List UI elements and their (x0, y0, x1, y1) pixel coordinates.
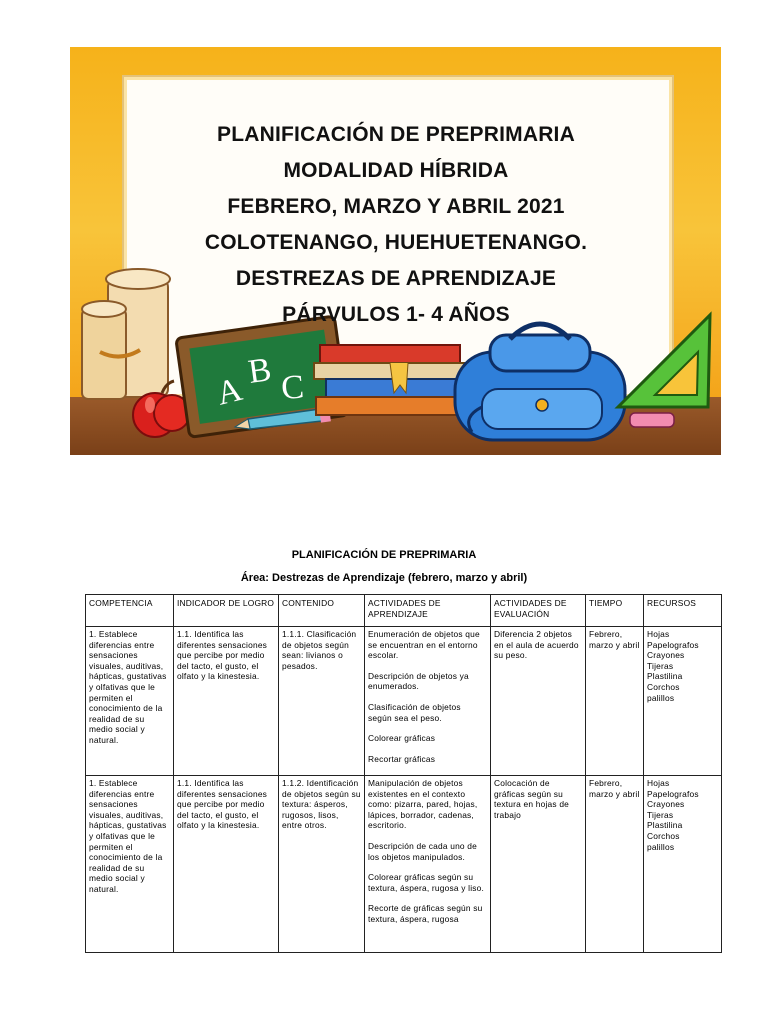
document-title: PLANIFICACIÓN DE PREPRIMARIA (291, 549, 477, 561)
activity-item: Recorte de gráficas según su textura, áspera, rugosa (368, 903, 483, 924)
resource-item: palillos (647, 841, 675, 852)
cell-competencia: 1. Establece diferencias entre sensaciones visuales, auditivas, hápticas, gustativas y olfativas que le permiten el conocimiento de la realidad de su medio social y natural. (86, 776, 174, 953)
resource-item: Tijeras (647, 660, 674, 671)
table-header-row (86, 595, 722, 627)
header-indicador: INDICADOR DE LOGRO (174, 595, 279, 627)
chalk-letter-b: B (245, 351, 274, 391)
cell-evaluacion: Colocación de gráficas según su textura en hojas de trabajo (491, 776, 586, 953)
cell-evaluacion: Diferencia 2 objetos en el aula de acuerdo su peso. (491, 627, 586, 776)
resource-item: Corchos (647, 681, 680, 692)
cell-recursos (644, 776, 722, 953)
activity-item: Descripción de cada uno de los objetos manipulados. (368, 840, 478, 862)
cover-title-line: DESTREZAS DE APRENDIZAJE (235, 267, 557, 290)
activity-item: Colorear gráficas según su textura, áspera, rugosa y liso. (368, 872, 485, 893)
activity-item: Enumeración de objetos que se encuentran en el entorno escolar. (368, 629, 480, 661)
table-row (86, 627, 722, 776)
resource-item: Crayones (647, 650, 685, 661)
cover-title (122, 117, 670, 333)
chalk-letter-c: C (279, 368, 306, 407)
cover-title-line: PLANIFICACIÓN DE PREPRIMARIA (217, 123, 575, 146)
cell-recursos (644, 627, 722, 776)
activity-item: Descripción de objetos ya enumerados. (368, 670, 469, 692)
chalk-letter-a: A (212, 370, 246, 413)
resource-item: palillos (647, 692, 675, 703)
activity-item: Clasificación de objetos según sea el peso. (368, 701, 461, 723)
cover-title-line: COLOTENANGO, HUEHUETENANGO. (204, 231, 588, 254)
header-tiempo: TIEMPO (586, 595, 644, 627)
cell-indicador: 1.1. Identifica las diferentes sensaciones que percibe por medio del tacto, el gusto, el olfato y la kinestesia. (174, 627, 279, 776)
resource-item: Papelografos (647, 788, 699, 799)
resource-item: Plastilina (647, 820, 683, 831)
resource-item: Papelografos (647, 639, 699, 650)
header-competencia: COMPETENCIA (86, 595, 174, 627)
cell-tiempo: Febrero, marzo y abril (586, 776, 644, 953)
header-actividades-evaluacion: ACTIVIDADES DE EVALUACIÓN (491, 595, 586, 627)
planning-table (85, 594, 722, 953)
cell-tiempo: Febrero, marzo y abril (586, 627, 644, 776)
backpack-icon (455, 324, 625, 440)
resource-item: Hojas (647, 629, 670, 639)
cell-contenido: 1.1.1. Clasificación de objetos según sean: livianos o pesados. (279, 627, 365, 776)
resource-item: Crayones (647, 799, 685, 810)
resource-item: Tijeras (647, 809, 674, 820)
cell-actividades (365, 776, 491, 953)
cell-contenido: 1.1.2. Identificación de objetos según su textura: ásperos, rugosos, lisos, entre otros. (279, 776, 365, 953)
header-contenido: CONTENIDO (279, 595, 365, 627)
header-actividades-aprendizaje: ACTIVIDADES DE APRENDIZAJE (365, 595, 491, 627)
cell-actividades (365, 627, 491, 776)
document-subtitle: Área: Destrezas de Aprendizaje (febrero, marzo y abril) (240, 572, 528, 584)
cell-indicador: 1.1. Identifica las diferentes sensaciones que percibe por medio del tacto, el gusto, el olfato y la kinestesia. (174, 776, 279, 953)
cover-title-line: FEBRERO, MARZO Y ABRIL 2021 (227, 195, 565, 218)
cell-competencia: 1. Establece diferencias entre sensaciones visuales, auditivas, hápticas, gustativas y olfativas que le permiten el conocimiento de la realidad de su medio social y natural. (86, 627, 174, 776)
resource-item: Plastilina (647, 671, 683, 682)
cover-illustration (70, 47, 721, 455)
resource-item: Hojas (647, 778, 670, 788)
cover-title-line: PÁRVULOS 1- 4 AÑOS (282, 303, 510, 326)
cover-title-line: MODALIDAD HÍBRIDA (283, 159, 509, 182)
resource-item: Corchos (647, 830, 680, 841)
activity-item: Manipulación de objetos existentes en el contexto como: pizarra, pared, hojas, lápices, borrador, cadenas, escritorio. (368, 778, 478, 831)
eraser-icon (630, 413, 674, 427)
table-row (86, 776, 722, 953)
header-recursos: RECURSOS (644, 595, 722, 627)
activity-item: Colorear gráficas (368, 733, 436, 744)
books-icon (314, 345, 466, 415)
activity-item: Recortar gráficas (368, 753, 436, 764)
